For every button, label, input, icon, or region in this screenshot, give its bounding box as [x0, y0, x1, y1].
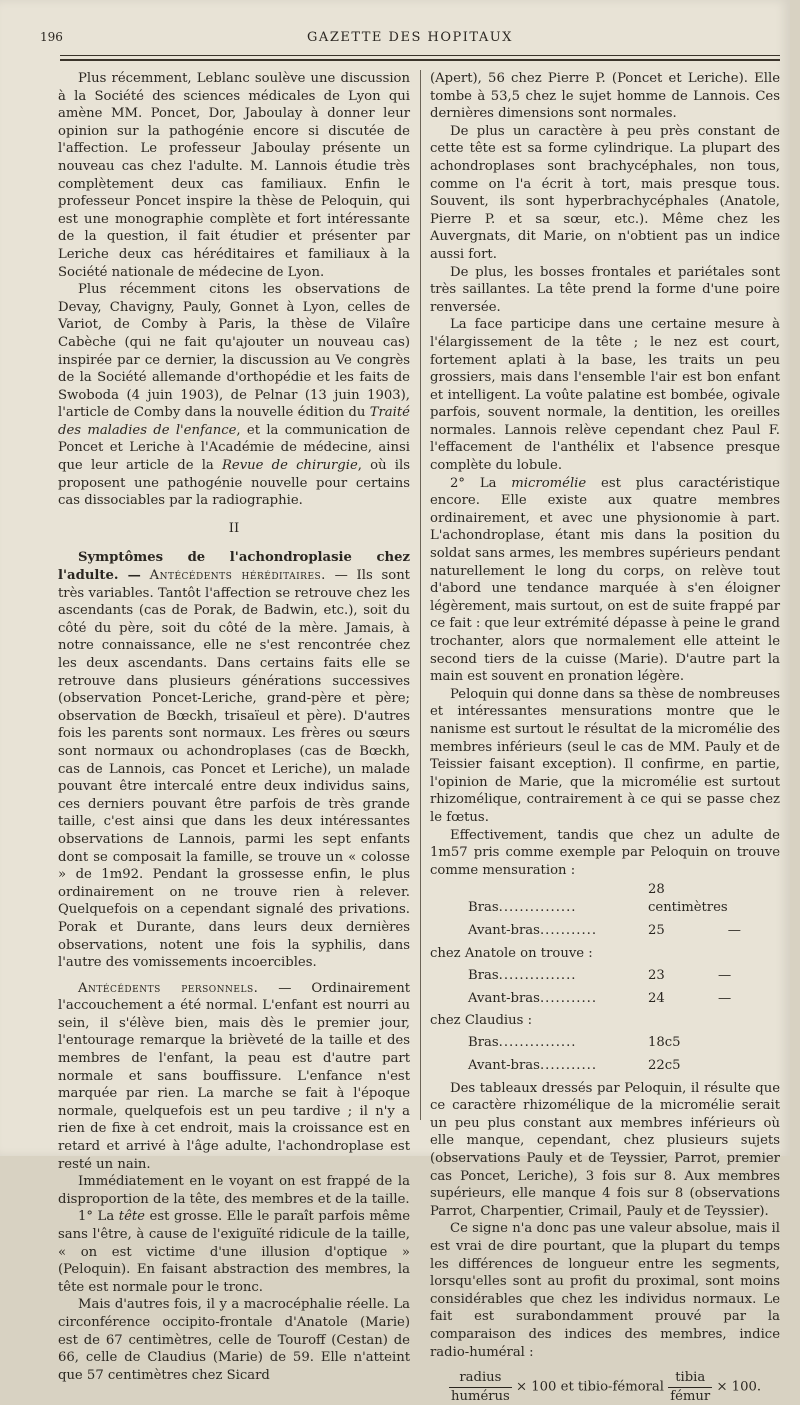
paragraph: La face participe dans une certaine mesure à l'élargissement de la tête ; le nez est court, fortement aplati à la base, les traits un peu grossiers, mais dans l'ensemble l'air est bon enfant et intelligent. La voûte palatine est bombée, ogivale parfois, souvent normale, la dentition, les oreilles normales. Lannois relève cependant chez Paul F. l'effacement de l'anthélix et l'absence presque complète du lobule.	[430, 317, 780, 474]
paragraph: Mais d'autres fois, il y a macrocéphalie réelle. La circonférence occipito-frontale d'Anatole (Marie) est de 67 centimètres, celle de Touroff (Cestan) de 66, celle de Claudius (Marie) de 59. Elle n'atteint que 57 centimètres chez Sicard	[58, 1297, 410, 1383]
fraction-tibia-femur: $\frac{\text{tibia}}{\text{fémur}}$	[670, 1370, 711, 1404]
column-divider	[420, 70, 421, 1120]
paragraph: Des tableaux dressés par Peloquin, il résulte que ce caractère rhizomélique de la micromélie serait un peu plus constant aux membres inférieurs où elle manque, cependant, chez plusieurs sujets (observations Pauly et de Teyssier, Parrot, premier cas Poncet, Leriche), 3 fois sur 8. Aux membres supérieurs, elle manque 4 fois sur 8 (observations Parrot, Charpentier, Crimail, Pauly et de Teyssier).	[430, 1080, 780, 1219]
right-column	[430, 70, 780, 1405]
index-formula: $\frac{\text{radius}}{\text{humérus}}$ × 100 et tibio-fémoral $\frac{\text{tibia}}{\text{fémur}}$ × 100.	[450, 1370, 762, 1404]
paragraph: 1° La tête est grosse. Elle le paraît parfois même sans l'être, à cause de l'exiguïté ridicule de la taille, « on est victime d'une illusion d'optique » (Peloquin). En faisant abstraction des membres, la tête est normale pour le tronc.	[58, 1209, 410, 1295]
section-numeral: II	[228, 520, 240, 536]
fraction-radius-humerus: $\frac{\text{radius}}{\text{humérus}}$	[450, 1370, 510, 1404]
journal-title: GAZETTE DES HOPITAUX	[307, 30, 513, 45]
header-rule-thick	[60, 59, 780, 61]
table-row: Bras............... 23 —	[468, 967, 732, 983]
measurement-table-anatole	[468, 964, 731, 1010]
page-header	[40, 30, 780, 50]
paragraph: Plus récemment citons les observations de Devay, Chavigny, Pauly, Gonnet à Lyon, celles de Variot, de Comby à Paris, la thèse de Vilaîre Cabèche (qui ne fait qu'ajouter un nouveau cas) inspirée par ce dernier, la discussion au Ve congrès de la Société allemande d'orthopédie et les faits de Swoboda (4 juin 1903), de Pelnar (13 juin 1903), l'article de Comby dans la nouvelle édition du Traité des maladies de l'enfance, et la communication de Poncet et Leriche à l'Académie de médecine, ainsi que leur article de la Revue de chirurgie, où ils proposent une pathogénie nouvelle pour certains cas dissociables par la radiographie.	[58, 282, 411, 509]
table-row: Bras............... 18c5	[468, 1035, 681, 1051]
measurement-table-claudius	[468, 1032, 718, 1078]
page-number: 196	[40, 30, 63, 44]
table-row: Avant-bras........... 24 —	[468, 990, 732, 1006]
paragraph: Peloquin qui donne dans sa thèse de nombreuses et intéressantes mensurations montre que le nanisme est surtout le résultat de la micromélie des membres inférieurs (seul le cas de MM. Pauly et de Teissier faisant exception). Il confirme, en partie, l'opinion de Marie, que la micromélie est surtout rhizomélique, contrairement à ce qui se passe chez le fœtus.	[430, 686, 780, 825]
paragraph: (Apert), 56 chez Pierre P. (Poncet et Leriche). Elle tombe à 53,5 chez le sujet homme de Lannois. Ces dernières dimensions sont normales.	[430, 71, 780, 122]
paragraph: Antécédents personnels. — Ordinairement l'accouchement a été normal. L'enfant est nourri au sein, il s'élève bien, mais dès le premier jour, l'entourage remarque la brièveté de la taille et des membres de l'enfant, la peau est d'autre part normale et sans bouffissure. L'enfance n'est marquée par rien. La marche se fait à l'époque normale, quelquefois est un peu tardive ; il n'y a rien de fixe à cet endroit, mais la croissance est en retard et arrivé à l'âge adulte, l'achondroplase est resté un nain.	[58, 980, 410, 1172]
paragraph: Plus récemment, Leblanc soulève une discussion à la Société des sciences médicales de Lyon qui amène MM. Poncet, Dor, Jaboulay à donner leur opinion sur la pathogénie encore si discutée de l'affection. Le professeur Jaboulay présente un nouveau cas chez l'adulte. M. Lannois étudie très complètement deux cas familiaux. Enfin le professeur Poncet inspire la thèse de Peloquin, qui est une monographie complète et fort intéressante de la question, il fait étudier et présenter par Leriche deux cas héréditaires et familiaux à la Société nationale de médecine de Lyon.	[58, 71, 410, 280]
paragraph: De plus, les bosses frontales et pariétales sont très saillantes. La tête prend la forme d'une poire renversée.	[430, 264, 780, 315]
table-caption: chez Claudius :	[430, 1013, 533, 1029]
table-row: Avant-bras........... 25 —	[468, 922, 741, 938]
paragraph: Symptômes de l'achondroplasie chez l'adulte. — Antécédents héréditaires. — Ils sont très variables. Tantôt l'affection se retrouve chez les ascendants (cas de Porak, de Badwin, etc.), soit du côté du père, soit du côté de la mère. Jamais, à notre connaissance, elle ne s'est rencontrée chez les deux ascendants. Dans certains faits elle se retrouve dans plusieurs générations successives (observation Poncet-Leriche, grand-père et père; observation de Bœckh, trisaïeul et père). D'autres fois les parents sont normaux. Les frères ou sœurs sont normaux ou achondroplases (cas de Bœckh, cas de Lannois, cas Poncet et Leriche), un malade pouvant être intercalé entre deux individus sains, ces derniers pouvant être parfois de très grande taille, c'est ainsi que dans les deux intéressantes observations de Lannois, parmi les sept enfants dont se composait la famille, se trouve un « colosse » de 1m92. Pendant la grossesse enfin, le plus ordinairement on ne trouve rien à relever. Quelquefois on a cependant signalé des privations. Porak et Durante, dans leurs deux dernières observations, notent une fois la syphilis, dans l'autre des vomissements incoercibles.	[58, 550, 410, 971]
table-row: Avant-bras........... 22c5	[468, 1058, 681, 1074]
measurement-table-adult	[468, 881, 741, 942]
paragraph: Immédiatement en le voyant on est frappé de la disproportion de la tête, des membres et de la taille.	[58, 1174, 410, 1207]
paragraph: Effectivement, tandis que chez un adulte de 1m57 pris comme exemple par Peloquin on trouve comme mensuration :	[430, 827, 780, 878]
paragraph: 2° La micromélie est plus caractéristique encore. Elle existe aux quatre membres ordinairement, et avec une physionomie à part. L'achondroplase, étant mis dans la position du soldat sans armes, les membres supérieurs pendant naturellement le long du corps, on relève tout d'abord une tendance marquée à s'en éloigner légèrement, mais surtout, on est de suite frappé par ce fait : que leur extrémité dépasse à peine le grand trochanter, alors que normalement elle atteint le second tiers de la cuisse (Marie). D'autre part la main est souvent en pronation légère.	[430, 475, 780, 685]
paragraph: Ce signe n'a donc pas une valeur absolue, mais il est vrai de dire pourtant, que la plupart du temps les différences de longueur entre les segments, lorsqu'elles sont au profit du proximal, sont moins considérables que chez les individus normaux. Le fait est surabondamment prouvé par la comparaison des indices des membres, indice radio-huméral :	[430, 1221, 780, 1360]
table-row: Bras............... 28 centimètres	[468, 882, 728, 915]
header-rule-thin	[60, 55, 780, 56]
section-heading: Symptômes de l'achondroplasie chez l'adulte. —	[58, 550, 410, 584]
left-column	[58, 70, 410, 1384]
table-caption: chez Anatole on trouve :	[430, 945, 593, 961]
paragraph: De plus un caractère à peu près constant de cette tête est sa forme cylindrique. La plupart des achondroplases sont brachycéphales, non tous, comme on l'a écrit à tort, mais presque tous. Souvent, ils sont hyperbrachycéphales (Anatole, Pierre P. et sa sœur, etc.). Même chez les Auvergnats, dit Marie, on n'obtient pas un indice aussi fort.	[430, 123, 780, 262]
